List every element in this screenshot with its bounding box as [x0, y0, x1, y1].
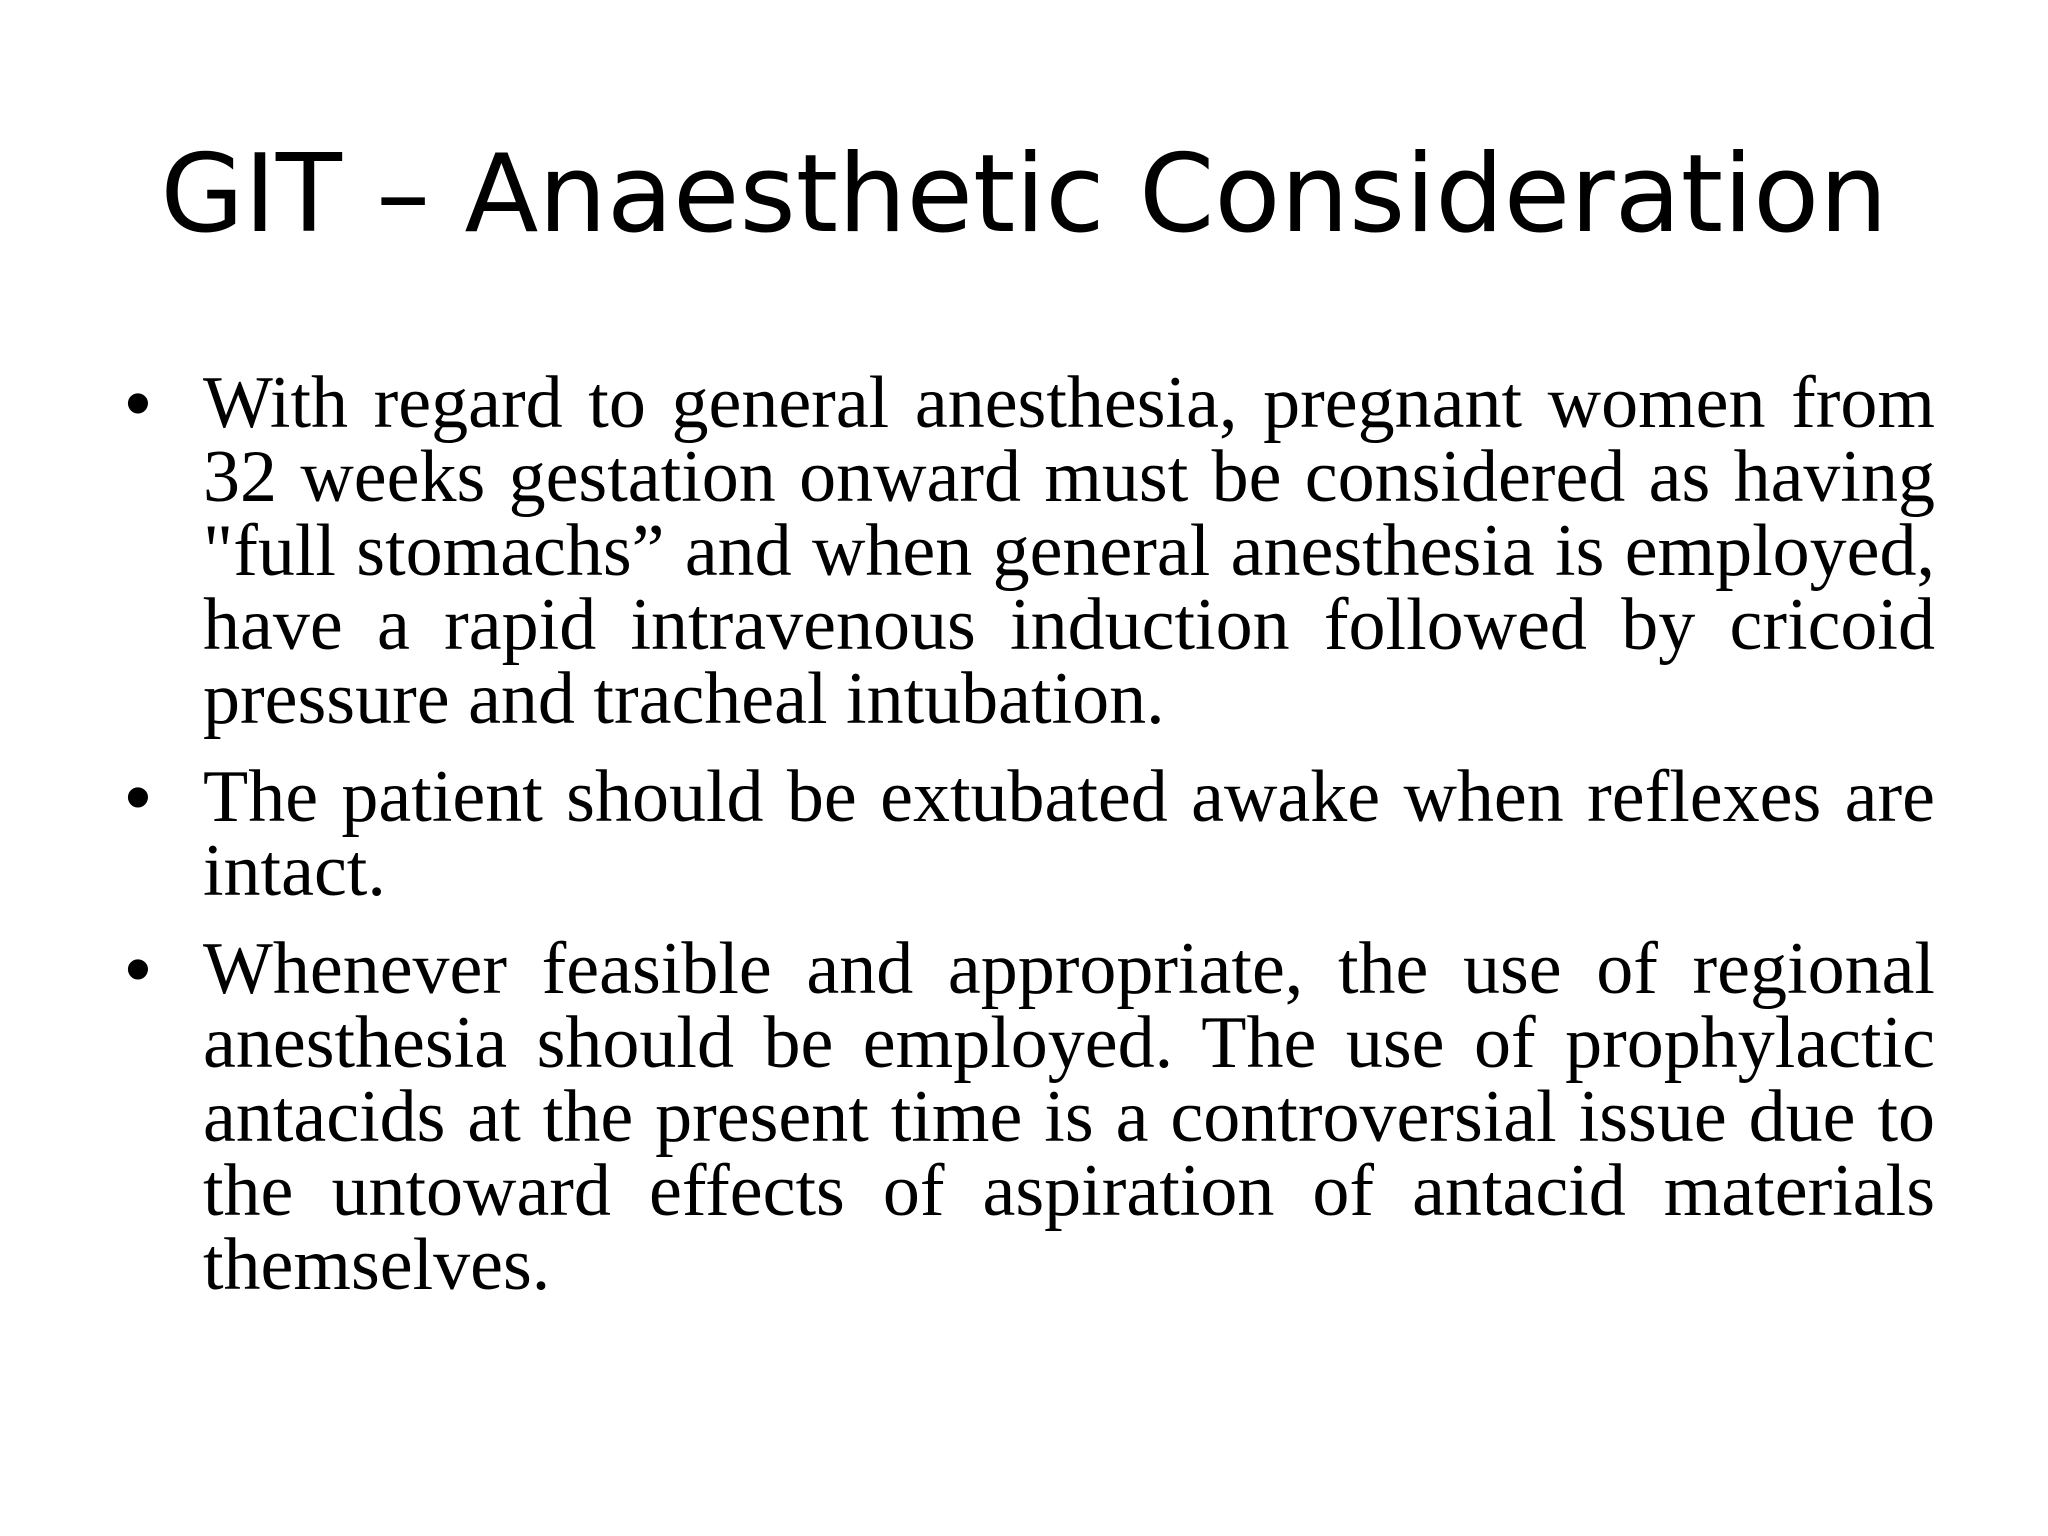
bullet-item-extubation — [125, 755, 1935, 912]
bullet-text: The patient should be extubated awake when reflexes are intact. — [203, 756, 1935, 912]
bullet-list — [125, 361, 1935, 1326]
slide-title: GIT – Anaesthetic Consideration — [160, 132, 1888, 257]
bullet-icon: • — [125, 361, 151, 444]
bullet-icon: • — [125, 927, 151, 1010]
bullet-icon: • — [125, 755, 151, 838]
bullet-item-regional-anesthesia — [125, 927, 1935, 1306]
bullet-text: With regard to general anesthesia, pregnant women from 32 weeks gestation onward must be considered as having "full stomachs” and when general anesthesia is employed, have a rapid intravenous induction followed by cricoid pressure and tracheal intubation. — [203, 362, 1935, 740]
bullet-item-general-anesthesia — [125, 361, 1935, 740]
bullet-text: Whenever feasible and appropriate, the use of regional anesthesia should be employed. The use of prophylactic antacids at the present time is a controversial issue due to the untoward effects of aspiration of antacid materials themselves. — [203, 928, 1935, 1306]
